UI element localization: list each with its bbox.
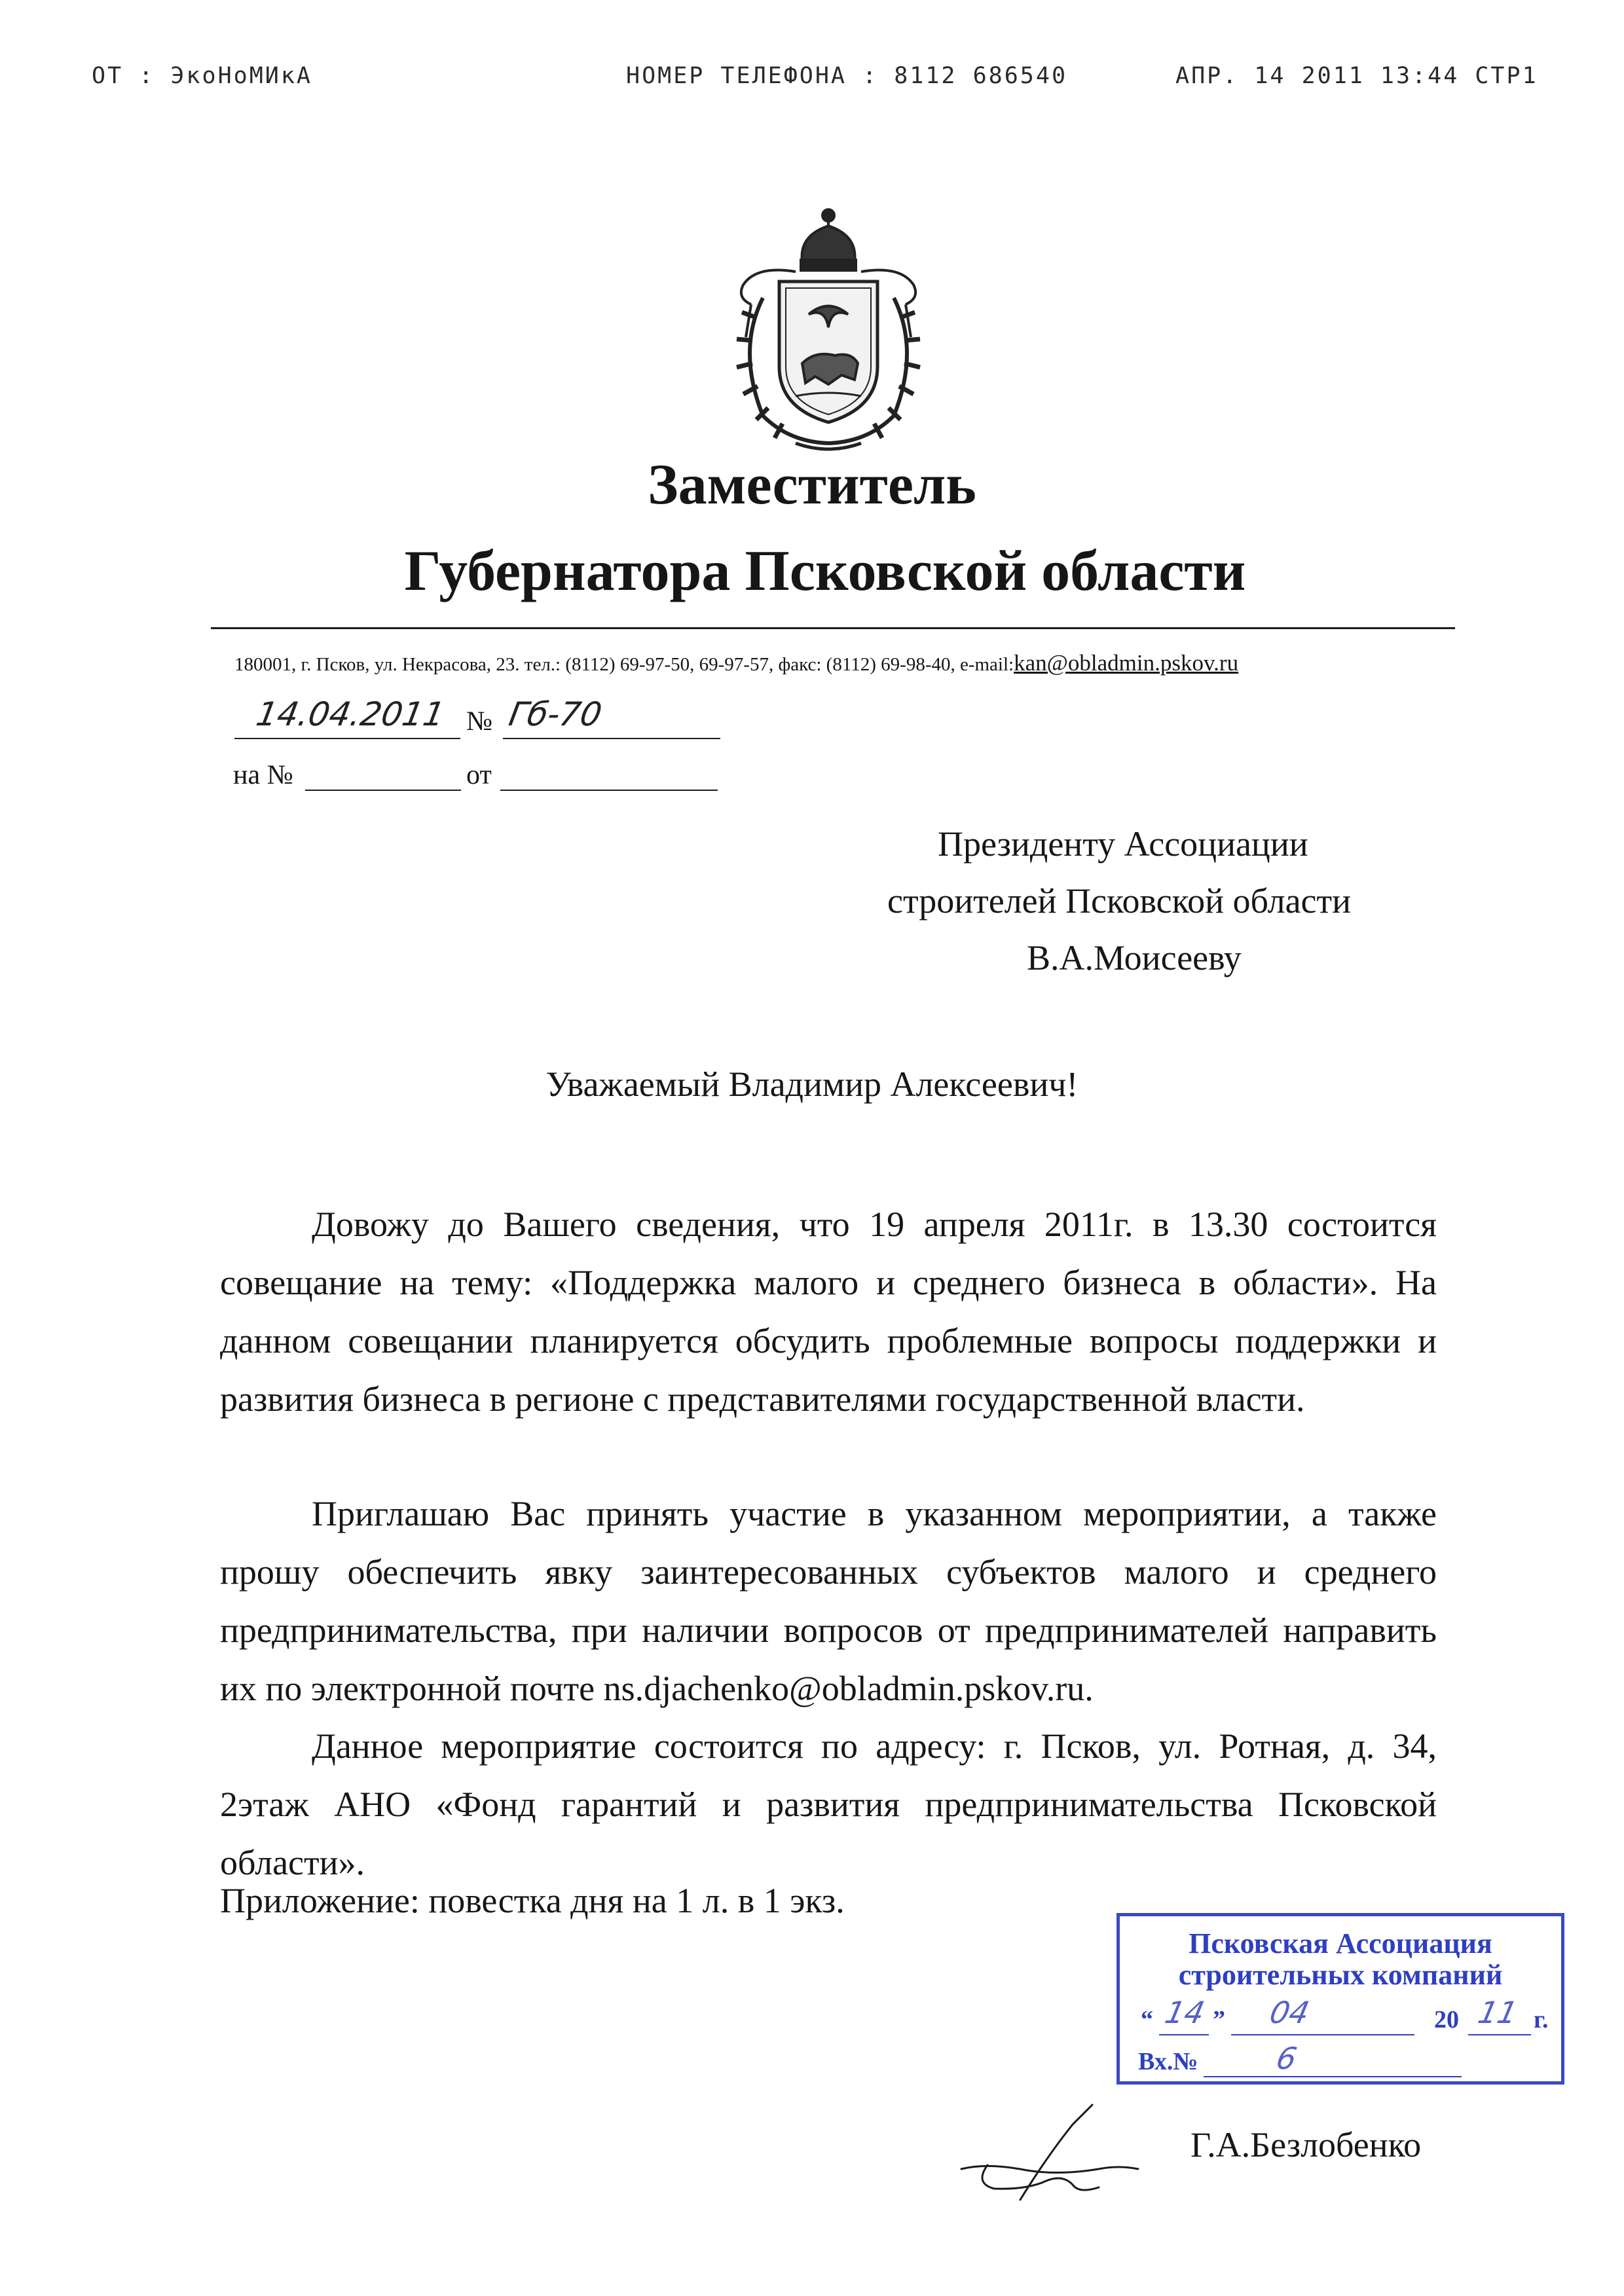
stamp-day-line bbox=[1159, 2034, 1209, 2035]
body-paragraph-text: Довожу до Вашего сведения, что 19 апреля 2011г. в 13.30 состоится совещание на тему: «Поддержка малого и среднего бизнеса в области». На данном совещании планируется обсудить проблемные вопросы поддержки и развития бизнеса в регионе с представителями государственной власти. bbox=[220, 1205, 1437, 1419]
body-paragraph-text: Приглашаю Вас принять участие в указанном мероприятии, а также прошу обеспечить явку заинтересованных субъектов малого и среднего предпринимательства, при наличии вопросов от предпринимателей направить их по электронной почте ns.djachenko@obladmin.pskov.ru. bbox=[220, 1494, 1437, 1708]
stamp-year-prefix: 20 bbox=[1434, 2006, 1459, 2033]
addressee-line-2: строителей Псковской области bbox=[887, 881, 1352, 920]
outgoing-number-label: № bbox=[466, 706, 493, 737]
stamp-incoming-label: Вх.№ bbox=[1138, 2048, 1198, 2075]
stamp-month-line bbox=[1231, 2034, 1414, 2035]
reference-date-line bbox=[500, 790, 718, 791]
body-paragraph-text: Данное мероприятие состоится по адресу: г. Псков, ул. Ротная, д. 34, 2этаж АНО «Фонд гарантий и развития предпринимательства Псковской области». bbox=[220, 1726, 1437, 1882]
stamp-day: 14 bbox=[1162, 1995, 1208, 2030]
outgoing-date-line bbox=[234, 738, 460, 739]
signer-name: Г.А.Безлобенко bbox=[1190, 2125, 1422, 2164]
fax-sender: ОТ : ЭкоНоМИкА bbox=[92, 63, 313, 89]
stamp-incoming-line bbox=[1204, 2076, 1462, 2077]
reference-number-line bbox=[305, 790, 461, 791]
outgoing-number: Гб-70 bbox=[506, 695, 605, 733]
outgoing-date: 14.04.2011 bbox=[253, 695, 448, 733]
stamp-quote-close: ” bbox=[1213, 2006, 1225, 2033]
stamp-org-line-1: Псковская Ассоциация bbox=[1189, 1927, 1492, 1959]
fax-date-page: АПР. 14 2011 13:44 СТР1 bbox=[1175, 63, 1538, 89]
salutation: Уважаемый Владимир Алексеевич! bbox=[545, 1065, 1079, 1104]
address-text: 180001, г. Псков, ул. Некрасова, 23. тел.: (8112) 69-97-50, 69-97-57, факс: (8112) 69-98-40, e-mail: bbox=[234, 654, 1014, 675]
outgoing-number-line bbox=[503, 738, 720, 739]
addressee-line-3: В.А.Моисееву bbox=[1027, 938, 1242, 977]
stamp-year-line bbox=[1468, 2034, 1531, 2035]
attachment-note: Приложение: повестка дня на 1 л. в 1 экз. bbox=[220, 1881, 845, 1920]
body-paragraph-3 bbox=[220, 1717, 1437, 1892]
address-email: kan@obladmin.pskov.ru bbox=[1014, 650, 1239, 676]
addressee-line-1: Президенту Ассоциации bbox=[938, 824, 1308, 864]
stamp-month: 04 bbox=[1266, 1995, 1313, 2030]
body-paragraph-2 bbox=[220, 1485, 1437, 1718]
reference-date-label: от bbox=[466, 760, 492, 790]
reference-number-label: на № bbox=[233, 760, 293, 790]
letterhead-title-line-2: Губернатора Псковской области bbox=[404, 539, 1246, 603]
stamp-year-unit: г. bbox=[1534, 2006, 1549, 2033]
stamp-incoming-number: 6 bbox=[1273, 2041, 1301, 2076]
coat-of-arms-icon bbox=[717, 200, 940, 452]
fax-phone-number: НОМЕР ТЕЛЕФОНА : 8112 686540 bbox=[626, 63, 1068, 89]
letterhead-address bbox=[234, 650, 1238, 676]
signature-icon bbox=[948, 2092, 1145, 2210]
stamp-quote-open: “ bbox=[1141, 2006, 1153, 2033]
letterhead-divider bbox=[211, 627, 1455, 629]
registration-stamp bbox=[1116, 1913, 1564, 2085]
body-paragraph-1 bbox=[220, 1195, 1437, 1429]
stamp-year: 11 bbox=[1475, 1995, 1521, 2030]
letterhead-title-line-1: Заместитель bbox=[648, 453, 976, 517]
stamp-org-line-2: строительных компаний bbox=[1178, 1959, 1503, 1991]
